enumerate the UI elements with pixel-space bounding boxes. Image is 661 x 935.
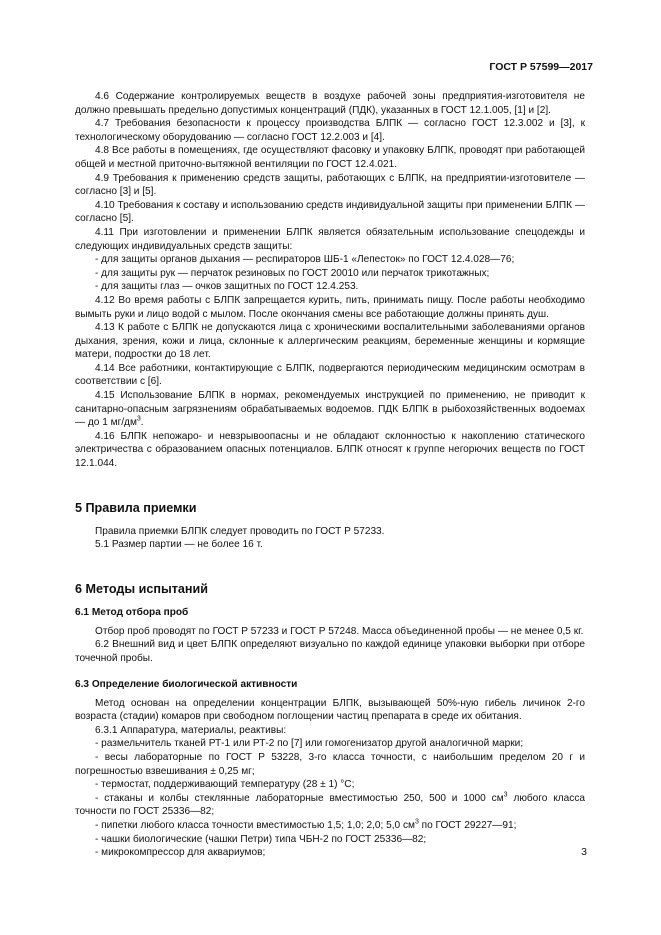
paragraph-6-3-1: 6.3.1 Аппаратура, материалы, реактивы: xyxy=(95,724,287,736)
paragraph-4-15: 4.15 Использование БЛПК в нормах, рекомендуемых инструкцией по применению, не приводит к санитарно-опасным загрязнениям обрабатываемых водоемов. ПДК БЛПК в рыбохозяйственных водоемах — до 1 $мг/дм^3$. xyxy=(75,390,585,429)
paragraph-4-8: 4.8 Все работы в помещениях, где осуществляют фасовку и упаковку БЛПК, проводят при работающей общей и местной приточно-вытяжной вентиляции по ГОСТ 12.4.021. xyxy=(75,145,585,170)
list-item-scales: - весы лабораторные по ГОСТ Р 53228, 3-го класса точности, с наибольшим пределом 20 г и погрешностью взвешивания ± 0,25 мг; xyxy=(75,751,585,777)
paragraph-6-3-intro: Метод основан на определении концентрации БЛПК, вызывающей 50%-ную гибель личинок 2-го возраста (стадии) комаров при свободном поглощении частиц препарата в среде их обитания. xyxy=(75,697,585,723)
paragraph-4-14: 4.14 Все работники, контактирующие с БЛПК, подвергаются периодическим медицинским осмотрам в соответствии с [6]. xyxy=(75,362,585,388)
paragraph-4-7: 4.7 Требования безопасности к процессу производства БЛПК — согласно ГОСТ 12.3.002 и [3], к технологическому оборудованию — согласно ГОСТ 12.2.003 и [4]. xyxy=(75,118,585,143)
list-item-microcompressor: - микрокомпрессор для аквариумов; xyxy=(95,847,266,859)
list-item-pipettes: - пипетки любого класса точности вместимостью 1,5; 1,0; 2,0; 5,0 $см^3$ по ГОСТ 29227—91; xyxy=(95,818,517,831)
list-item-glassware: - стаканы и колбы стеклянные лабораторные вместимостью 250, 500 и 1000 $см^3$ любого класса точности по ГОСТ 25336—82; xyxy=(75,791,585,818)
list-item-thermostat: - термостат, поддерживающий температуру (28 ± 1) °С; xyxy=(95,779,355,791)
document-code: ГОСТ Р 57599—2017 xyxy=(489,61,593,73)
paragraph-4-11: 4.11 При изготовлении и применении БЛПК является обязательным использование спецодежды и следующих индивидуальных средств защиты: xyxy=(75,226,585,252)
paragraph-5-1: 5.1 Размер партии — не более 16 т. xyxy=(95,539,263,551)
section-6-heading: 6 Методы испытаний xyxy=(75,581,208,596)
paragraph-4-12: 4.12 Во время работы с БЛПК запрещается курить, пить, принимать пищу. После работы необходимо вымыть руки и лицо водой с мылом. После окончания смены все работающие должны принять душ. xyxy=(75,294,585,320)
page-content xyxy=(75,90,585,860)
list-item-hands: - для защиты рук — перчаток резиновых по ГОСТ 20010 или перчаток трикотажных; xyxy=(95,267,490,279)
subsection-6-1-heading: 6.1 Метод отбора проб xyxy=(75,606,189,618)
paragraph-4-6: 4.6 Содержание контролируемых веществ в воздухе рабочей зоны предприятия-изготовителя не должно превышать предельно допустимых концентраций (ПДК), указанных в ГОСТ 12.1.005, [1] и [2]. xyxy=(75,91,585,116)
list-item-petri-dishes: - чашки биологические (чашки Петри) типа ЧБН-2 по ГОСТ 25336—82; xyxy=(95,833,427,845)
list-item-respiratory: - для защиты органов дыхания — респираторов ШБ-1 «Лепесток» по ГОСТ 12.4.028—76; xyxy=(95,254,515,266)
page-number: 3 xyxy=(581,846,587,858)
paragraph-4-16: 4.16 БЛПК непожаро- и невзрывоопасны и не обладают склонностью к накоплению статического электричества с образованием опасных потенциалов. БЛПК относят к группе негорючих веществ по ГОСТ 12.1.044. xyxy=(75,430,585,470)
subsection-6-3-heading: 6.3 Определение биологической активности xyxy=(75,678,298,690)
paragraph-4-9: 4.9 Требования к применению средств защиты, работающих с БЛПК, на предприятии-изготовителе — согласно [3] и [5]. xyxy=(75,172,585,198)
paragraph-5-intro: Правила приемки БЛПК следует проводить по ГОСТ Р 57233. xyxy=(95,525,385,537)
list-item-tissue-grinder: - размельчитель тканей РТ-1 или РТ-2 по [7] или гомогенизатор другой аналогичной марки; xyxy=(95,738,524,750)
list-item-eyes: - для защиты глаз — очков защитных по ГОСТ 12.4.253. xyxy=(95,281,359,293)
paragraph-6-2: 6.2 Внешний вид и цвет БЛПК определяют визуально по каждой единице упаковки выборки при отборе точечной пробы. xyxy=(75,639,585,664)
section-5-heading: 5 Правила приемки xyxy=(75,500,197,515)
paragraph-6-1: Отбор проб проводят по ГОСТ Р 57233 и ГОСТ Р 57248. Масса объединенной пробы — не менее 0,5 кг. xyxy=(95,625,584,637)
paragraph-4-10: 4.10 Требования к составу и использованию средств индивидуальной защиты при применении БЛПК — согласно [5]. xyxy=(75,199,585,225)
paragraph-4-13: 4.13 К работе с БЛПК не допускаются лица с хроническими воспалительными заболеваниями органов дыхания, зрения, кожи и лица, склонные к аллергическим реакциям, беременные женщины и кормящие матери, подростки до 18 лет. xyxy=(75,322,585,361)
